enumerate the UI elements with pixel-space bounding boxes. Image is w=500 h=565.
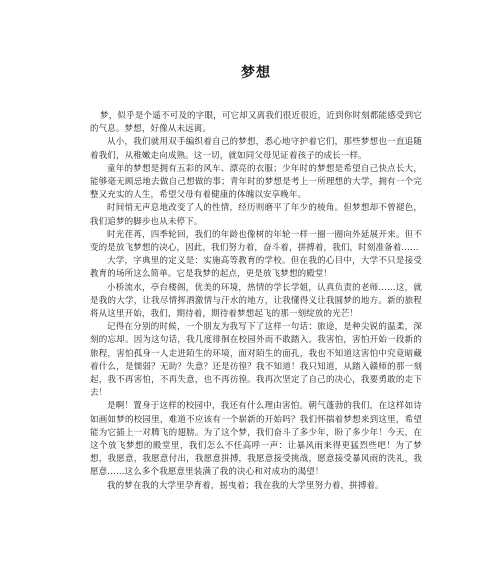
paragraph: 童年的梦想是拥有五彩的风车、漂亮的衣服；少年时的梦想是希望自己快点长大，能够毫无顾忌地去做自己想做的事；青年时的梦想是考上一所理想的大学，拥有一个完整又充实的人生，希望父母有着健康的体魄以安享晚年。 [90,163,422,201]
paragraph: 小桥流水，亭台楼阁，优美的环境，热情的学长学姐，认真负责的老师……这，就是我的大学，让我尽情挥洒激情与汗水的地方，让我懂得义让我圆梦的地方。新的旅程将从这里开始，我们，期待着，期待着梦想起飞的那一刻绽放的光芒！ [90,282,422,320]
document-body [90,110,422,493]
paragraph: 我的梦在我的大学里孕育着，摇曳着；我在我的大学里努力着，拼搏着。 [107,480,384,491]
document-title: 梦想 [241,65,271,81]
paragraph: 大学，字典里的定义是：实施高等教育的学校。但在我的心目中，大学不只是接受教育的场所这么简单。它是我梦的起点，更是放飞梦想的殿堂！ [90,256,422,280]
paragraph: 时光荏苒，四季轮回，我们的年龄也像树的年轮一样一圈一圈向外延展开来。但不变的是放飞梦想的决心，因此，我们努力着，奋斗着，拼搏着，我们，时刻准备着…… [90,229,422,254]
paragraph: 时间悄无声息地改变了人的性情，经历则磨平了年少的棱角。但梦想却不曾褪色，我们追梦的脚步也从未停下。 [90,203,422,227]
paragraph: 记得在分别的时候，一个朋友为我写下了这样一句话：旅途，是种尖锐的温柔，深刻的忘却。因为这句话，我几度徘徊在校园外而不敢踏入。我害怕，害怕开始一段新的旅程，害怕孤身一人走进陌生的环境，面对陌生的面孔，我也不知道这害怕中究竟暗藏着什么，是懦弱？无助？失意？还是彷徨？我不知道！我只知道，从踏入赣师的那一刻起，我不再害怕，不再失意，也不再彷徨。我再次坚定了自己的决心，我要勇敢的走下去！ [90,322,422,399]
paragraph: 从小，我们就用双手编织着自己的梦想，悉心地守护着它们，那些梦想也一直追随着我们，从稚嫩走向成熟。这一切，就如同父母见证着孩子的成长一样。 [90,137,422,161]
paragraph: 梦，似乎是个遥不可及的字眼，可它却又离我们很近很近，近到你时刻都能感受到它的气息。梦想，好像从未远离。 [90,111,422,135]
paragraph: 是啊！置身于这样的校园中，我还有什么理由害怕。朝气蓬勃的我们，在这样如诗如画如梦的校园里，难道不应该有一个崭新的开始吗？我们怀揣着梦想来到这里，希望能为它插上一对腾飞的翅膀。为了这个梦，我们奋斗了多少年，盼了多少年！今天，在这个放飞梦想的殿堂里，我们怎么不任高呼一声：让暴风雨来得更猛烈些吧！为了梦想，我愿意，我愿意付出，我愿意拼搏，我愿意接受挑战，愿意接受暴风雨的洗礼，我愿意……这么多个我愿意里装满了我的决心和对成功的渴望！ [90,401,422,478]
